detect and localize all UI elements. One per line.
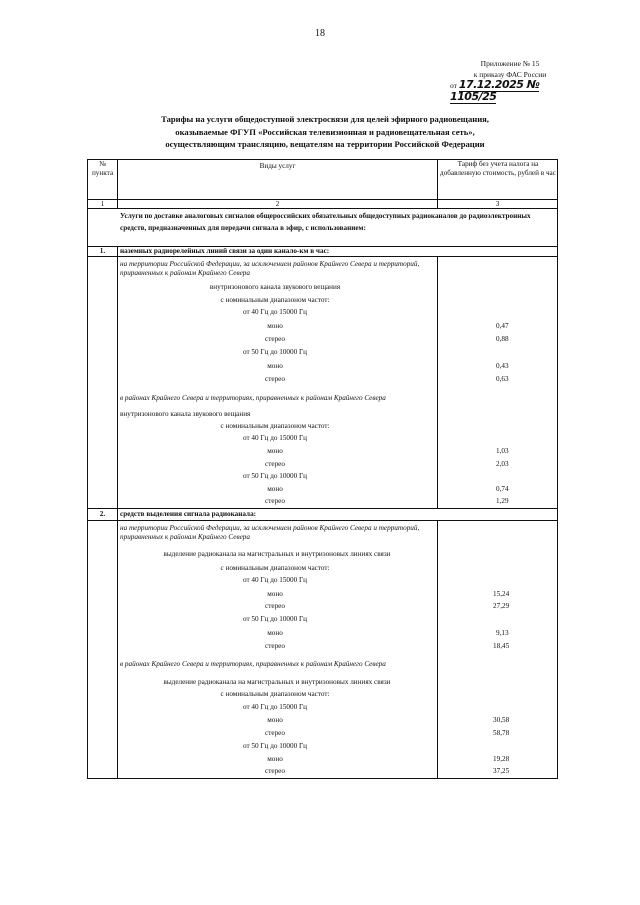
title-line-2: оказываемые ФГУП «Российская телевизионная и радиовещательная сеть», [175, 126, 475, 137]
s1-mono-1: моно [267, 322, 283, 330]
s1-north-value-3: 0,74 [496, 485, 509, 493]
s1-north-range-label: с номинальным диапазоном частот: [220, 422, 330, 430]
intro-text: Услуги по доставке аналоговых сигналов общероссийских обязательных общедоступных радиоканалов до радиоэлектронных средств, предназначенных для передачи сигнала в эфир, с использованием: [120, 212, 531, 232]
header-col-tariff: Тариф без учета налога на добавленную стоимость, рублей в час [440, 160, 556, 177]
s1-mono-2: моно [267, 362, 283, 370]
section-1-number: 1. [99, 247, 106, 255]
s2-region-north: в районах Крайнего Севера и территориях, приравненных к районам Крайнего Севера [120, 660, 386, 668]
s1-north-range-2: от 50 Гц до 10000 Гц [242, 472, 308, 480]
s2-channel: выделение радиоканала на магистральных и внутризоновых линиях связи [163, 550, 391, 558]
col-number-2: 2 [275, 200, 280, 208]
s2-stereo-2: стерео [265, 642, 285, 650]
s2-north-mono-2: моно [267, 755, 283, 763]
s1-range-label: с номинальным диапазоном частот: [220, 296, 330, 304]
s2-north-range-label: с номинальным диапазоном частот: [220, 690, 330, 698]
s1-north-mono-1: моно [267, 447, 283, 455]
col-number-3: 3 [495, 200, 500, 208]
s1-region-main: на территории Российской Федерации, за исключением районов Крайнего Севера и территорий, приравненных к районам Крайнего Севера [120, 260, 420, 277]
s1-north-value-4: 1,29 [496, 497, 509, 505]
handwritten-date-number: 17.12.2025 № 1105/25 [450, 78, 540, 103]
s1-north-stereo-2: стерео [265, 497, 285, 505]
header-col-services: Виды услуг [259, 162, 296, 170]
section-2-number: 2. [99, 510, 106, 518]
s2-range-label: с номинальным диапазоном частот: [220, 564, 330, 572]
s2-channel-north: выделение радиоканала на магистральных и внутризоновых линиях связи [163, 678, 391, 686]
appendix-number: Приложение № 15 [480, 59, 540, 68]
s1-range-2: от 50 Гц до 10000 Гц [242, 348, 308, 356]
section-2-title: средств выделения сигнала радиоканала: [120, 510, 257, 518]
s2-stereo-1: стерео [265, 602, 285, 610]
s1-stereo-2: стерео [265, 375, 285, 383]
document-title [90, 113, 560, 151]
col-number-1: 1 [100, 200, 105, 208]
page-number: 18 [315, 28, 325, 39]
s1-north-range-1: от 40 Гц до 15000 Гц [242, 434, 308, 442]
s1-region-north: в районах Крайнего Севера и территориях, приравненных к районам Крайнего Севера [120, 394, 386, 402]
s1-channel: внутризонового канала звукового вещания [209, 283, 341, 291]
s1-value-1: 0,47 [496, 322, 509, 330]
s2-north-value-2: 58,78 [493, 729, 510, 737]
s2-value-2: 27,29 [493, 602, 510, 610]
s2-range-1: от 40 Гц до 15000 Гц [242, 576, 308, 584]
s2-north-value-4: 37,25 [493, 767, 510, 775]
s1-value-2: 0,88 [496, 335, 509, 343]
appendix-order-date [450, 80, 580, 103]
s1-north-value-2: 2,03 [496, 460, 509, 468]
s2-north-range-1: от 40 Гц до 15000 Гц [242, 703, 308, 711]
title-line-3: осуществляющим трансляцию, вещателям на территории Российской Федерации [165, 139, 485, 149]
s1-north-stereo-1: стерео [265, 460, 285, 468]
s2-value-3: 9,13 [496, 629, 509, 637]
s2-mono-1: моно [267, 590, 283, 598]
s1-north-mono-2: моно [267, 485, 283, 493]
s1-north-value-1: 1,03 [496, 447, 509, 455]
s2-north-value-1: 30,58 [493, 716, 510, 724]
s2-north-stereo-2: стерео [265, 767, 285, 775]
s2-region-main: на территории Российской Федерации, за исключением районов Крайнего Севера и территорий, приравненных к районам Крайнего Севера [120, 524, 420, 541]
s2-range-2: от 50 Гц до 10000 Гц [242, 615, 308, 623]
appendix-ot: от [450, 81, 457, 90]
s1-channel-north: внутризонового канала звукового вещания [120, 410, 251, 418]
s2-north-stereo-1: стерео [265, 729, 285, 737]
s1-value-4: 0,63 [496, 375, 509, 383]
s2-north-mono-1: моно [267, 716, 283, 724]
s2-north-value-3: 19,28 [493, 755, 510, 763]
s2-value-1: 15,24 [493, 590, 510, 598]
s2-north-range-2: от 50 Гц до 10000 Гц [242, 742, 308, 750]
title-line-1: Тарифы на услуги общедоступной электросвязи для целей эфирного радиовещания, [161, 114, 489, 124]
header-col-number: № пункта [91, 160, 114, 177]
s1-value-3: 0,43 [496, 362, 509, 370]
section-1-title: наземных радиорелейных линий связи за один канало-км в час: [120, 247, 330, 255]
appendix-order-ref: к приказу ФАС России [473, 69, 547, 79]
s2-value-4: 18,45 [493, 642, 510, 650]
appendix-block [440, 59, 580, 103]
s2-mono-2: моно [267, 629, 283, 637]
s1-stereo-1: стерео [265, 335, 285, 343]
s1-range-1: от 40 Гц до 15000 Гц [242, 308, 308, 316]
